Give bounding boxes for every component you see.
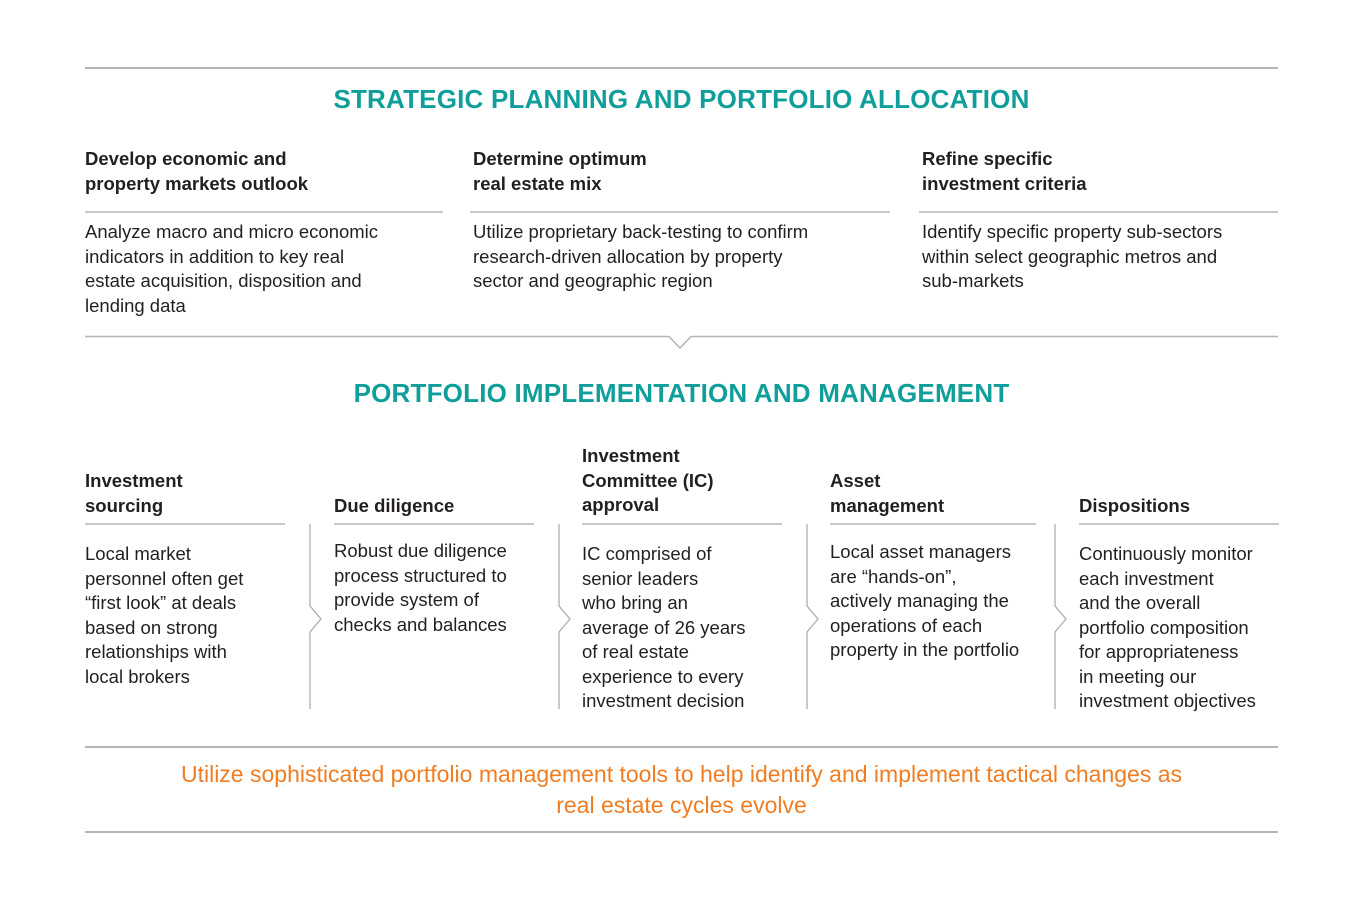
body-line: property in the portfolio [830, 639, 1020, 660]
body-line: in meeting our [1079, 665, 1197, 687]
step-heading [334, 494, 534, 519]
body-line: sector and geographic region [473, 270, 713, 291]
footer-note [85, 759, 1278, 820]
step-separator [308, 524, 328, 710]
heading-line: Due diligence [334, 495, 455, 516]
body-line: Local market [85, 543, 191, 564]
body-line: investment objectives [1079, 690, 1256, 711]
chevron-right-icon [805, 524, 825, 710]
body-line: within select geographic metros and [922, 245, 1218, 267]
step-separator [557, 524, 577, 710]
body-line: Analyze macro and micro economic [85, 221, 379, 242]
body-line: who bring an [582, 592, 688, 613]
strategic-section-title: STRATEGIC PLANNING AND PORTFOLIO ALLOCATION [333, 84, 1030, 114]
step-investment-sourcing [85, 469, 285, 714]
strategic-column-economic-outlook [85, 147, 443, 327]
body-line: actively managing the [830, 590, 1009, 611]
heading-line: Investment [582, 445, 680, 466]
body-line: experience to every [582, 665, 744, 687]
step-body [334, 539, 534, 637]
step-asset-management [830, 469, 1036, 714]
heading-line: approval [582, 494, 660, 515]
body-line: local brokers [85, 665, 190, 687]
body-line: of real estate [582, 641, 689, 662]
body-line: process structured to [334, 564, 507, 586]
footer-top-divider [85, 746, 1278, 748]
body-line: portfolio composition [1079, 616, 1249, 638]
strategic-column-real-estate-mix [470, 147, 890, 327]
body-line: and the overall [1079, 592, 1201, 613]
step-separator [805, 524, 825, 710]
middle-divider-with-chevron [85, 330, 1279, 354]
body-line: senior leaders [582, 567, 699, 589]
body-line: Local asset managers [830, 541, 1011, 562]
body-line: sub-markets [922, 270, 1024, 291]
step-heading [582, 444, 782, 518]
chevron-right-icon [1053, 524, 1073, 710]
heading-line: Determine optimum [473, 148, 647, 169]
body-line: checks and balances [334, 613, 507, 635]
body-line: each investment [1079, 567, 1214, 589]
step-heading [85, 469, 285, 518]
column-heading [473, 147, 890, 196]
heading-line: management [830, 494, 945, 516]
step-due-diligence [334, 494, 534, 714]
column-rule [919, 211, 1278, 213]
step-rule [85, 523, 285, 525]
column-heading [85, 147, 443, 196]
body-line: for appropriateness [1079, 641, 1239, 662]
body-line: average of 26 years [582, 616, 746, 638]
heading-line: Asset [830, 470, 881, 491]
body-line: indicators in addition to key real [85, 245, 345, 267]
body-line: Identify specific property sub-sectors [922, 221, 1223, 242]
column-rule [470, 211, 890, 213]
step-body [85, 542, 285, 689]
column-rule [85, 211, 443, 213]
body-line: Robust due diligence [334, 540, 507, 561]
heading-line: Develop economic and [85, 148, 287, 169]
step-heading [830, 469, 1036, 518]
body-line: Continuously monitor [1079, 543, 1253, 564]
heading-line: Investment [85, 470, 183, 491]
step-body [830, 540, 1036, 663]
body-line: estate acquisition, disposition and [85, 270, 362, 291]
footer-line: Utilize sophisticated portfolio management tools to help identify and implement tactical changes as [180, 761, 1183, 787]
body-line: “first look” at deals [85, 592, 237, 613]
step-rule [1079, 523, 1279, 525]
heading-line: real estate mix [473, 172, 602, 194]
heading-line: investment criteria [922, 172, 1087, 194]
step-dispositions [1079, 494, 1279, 714]
body-line: are “hands-on”, [830, 565, 957, 587]
step-rule [582, 523, 782, 525]
body-line: operations of each [830, 614, 983, 636]
footer-bottom-divider [85, 831, 1278, 833]
column-body [922, 220, 1278, 294]
chevron-right-icon [308, 524, 328, 710]
column-body [85, 220, 443, 318]
heading-line: Dispositions [1079, 495, 1191, 516]
step-rule [334, 523, 534, 525]
body-line: personnel often get [85, 567, 244, 589]
chevron-right-icon [557, 524, 577, 710]
body-line: Utilize proprietary back-testing to confirm [473, 221, 809, 242]
column-body [473, 220, 890, 294]
step-ic-approval [582, 444, 782, 714]
column-heading [922, 147, 1278, 196]
body-line: lending data [85, 294, 186, 316]
implementation-section-title: PORTFOLIO IMPLEMENTATION AND MANAGEMENT [353, 378, 1010, 408]
body-line: provide system of [334, 589, 479, 610]
step-heading [1079, 494, 1279, 519]
footer-line: real estate cycles evolve [556, 791, 807, 818]
body-line: research-driven allocation by property [473, 245, 783, 267]
body-line: investment decision [582, 690, 745, 711]
heading-line: Committee (IC) [582, 469, 714, 491]
body-line: relationships with [85, 641, 227, 662]
step-body [582, 542, 782, 714]
heading-line: Refine specific [922, 148, 1053, 169]
step-rule [830, 523, 1036, 525]
top-divider [85, 67, 1278, 69]
body-line: based on strong [85, 616, 218, 638]
heading-line: property markets outlook [85, 172, 309, 194]
step-separator [1053, 524, 1073, 710]
heading-line: sourcing [85, 494, 164, 516]
body-line: IC comprised of [582, 543, 712, 564]
chevron-down-icon [85, 330, 1279, 354]
step-body [1079, 542, 1279, 714]
strategic-column-investment-criteria [919, 147, 1278, 327]
